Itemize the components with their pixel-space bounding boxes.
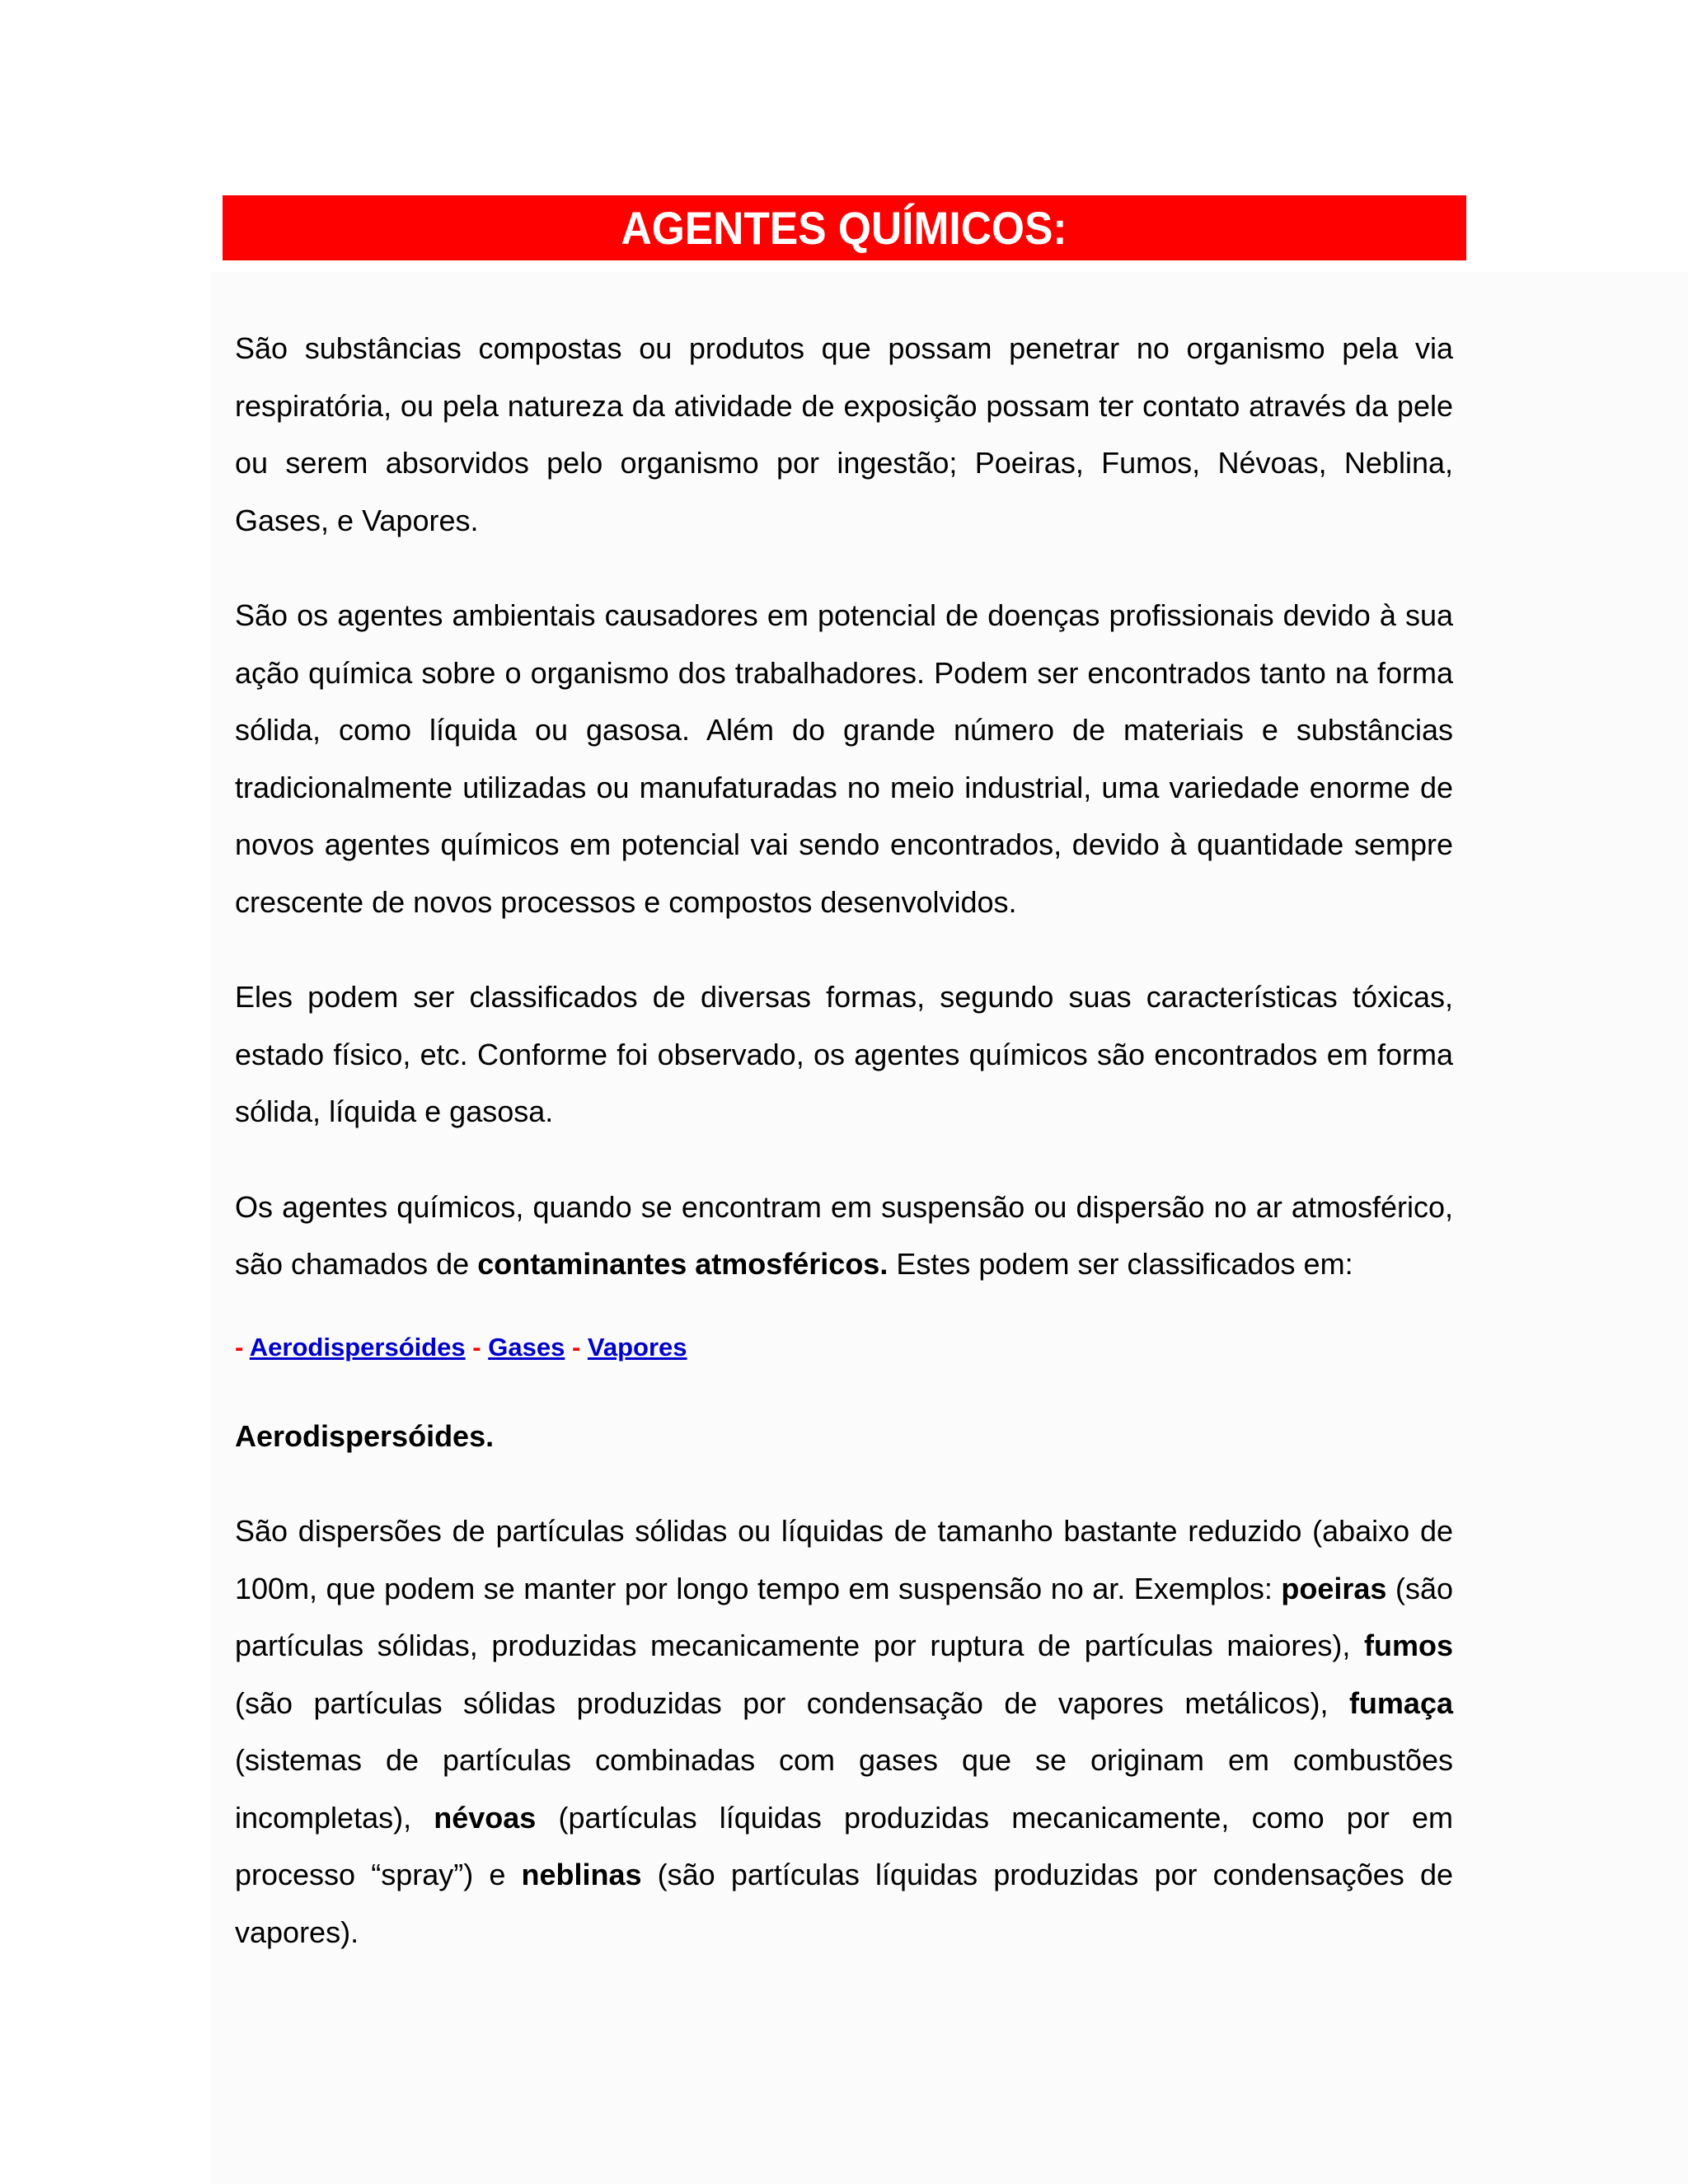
desc-fumos: (são partículas sólidas produzidas por condensação de vapores metálicos), [235, 1685, 1349, 1720]
link-gases[interactable]: Gases [488, 1332, 565, 1361]
section-heading-aerodispersoides: Aerodispersóides. [235, 1418, 495, 1453]
link-aerodispersoides[interactable]: Aerodispersóides [249, 1332, 466, 1361]
desc-poeiras: (são partículas sólidas, produzidas mecanicamente por ruptura de partículas maiores), [235, 1571, 1453, 1662]
contaminants-text-before: Os agentes químicos, quando se encontram em suspensão ou dispersão no ar atmosférico, são chamados de [235, 1189, 1453, 1281]
term-nevoas: névoas [434, 1800, 537, 1835]
term-fumos: fumos [1364, 1629, 1453, 1662]
link-separator: - [472, 1332, 481, 1361]
contaminants-text-after: Estes podem ser classificados em: [888, 1247, 1353, 1281]
desc-neblinas: (são partículas líquidas produzidas por condensações de vapores). [235, 1858, 1453, 1949]
term-neblinas: neblinas [521, 1858, 642, 1891]
desc-nevoas: (partículas líquidas produzidas mecanicamente, como por em processo “spray”) e [235, 1800, 1453, 1891]
contaminants-term: contaminantes atmosféricos. [477, 1247, 889, 1281]
term-poeiras: poeiras [1281, 1571, 1387, 1605]
category-links [235, 1331, 1453, 1364]
contaminants-paragraph [235, 1179, 1453, 1293]
link-separator: - [571, 1332, 581, 1361]
intro-paragraph: São substâncias compostas ou produtos que possam penetrar no organismo pela via respiratória, ou pela natureza da atividade de exposição possam ter contato através da pele ou serem absorvidos pelo organismo por ingestão; Poeiras, Fumos, Névoas, Neblina, Gases, e Vapores. [235, 331, 1453, 537]
link-separator: - [235, 1332, 244, 1361]
title-banner [223, 195, 1466, 260]
description-paragraph: São os agentes ambientais causadores em potencial de doenças profissionais devido à sua ação química sobre o organismo dos trabalhadores. Podem ser encontrados tanto na forma sólida, como líquida ou gasosa. Além do grande número de materiais e substâncias tradicionalmente utilizadas ou manufaturadas no meio industrial, uma variedade enorme de novos agentes químicos em potencial vai sendo encontrados, devido à quantidade sempre crescente de novos processos e compostos desenvolvidos. [235, 598, 1453, 919]
desc-fumaca: (sistemas de partículas combinadas com gases que se originam em combustões incompletas), [235, 1743, 1453, 1835]
aerodispersoides-paragraph [235, 1502, 1453, 1961]
term-fumaca: fumaça [1348, 1685, 1453, 1720]
classification-paragraph: Eles podem ser classificados de diversas formas, segundo suas características tóxicas, estado físico, etc. Conforme foi observado, os agentes químicos são encontrados em forma sólida, líquida e gasosa. [235, 980, 1453, 1128]
document-body [235, 320, 1453, 1999]
link-vapores[interactable]: Vapores [587, 1332, 687, 1361]
aerodispersoides-intro: São dispersões de partículas sólidas ou líquidas de tamanho bastante reduzido (abaixo de 100m, que podem se manter por longo tempo em suspensão no ar. Exemplos: [235, 1514, 1453, 1605]
page-title: AGENTES QUÍMICOS: [621, 202, 1067, 254]
